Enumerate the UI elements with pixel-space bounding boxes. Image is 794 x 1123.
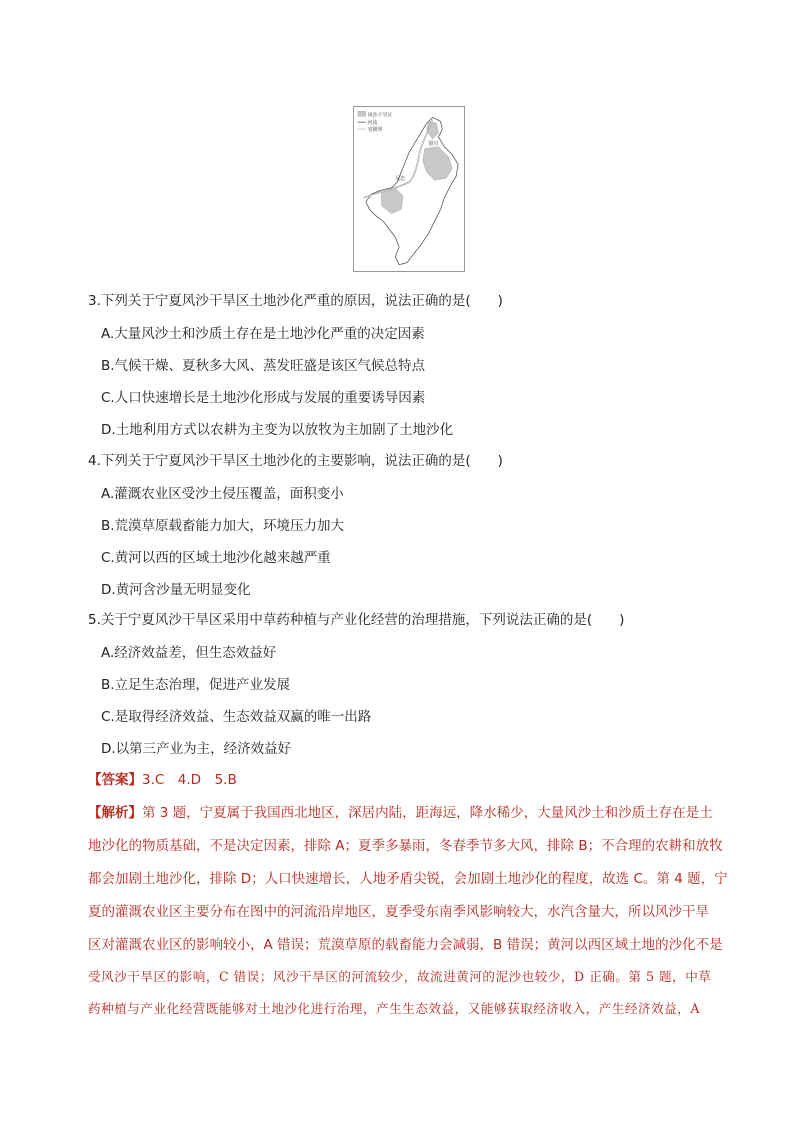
analysis-line-3: 都会加剧土地沙化，排除 D；人口快速增长，人地矛盾尖锐，会加剧土地沙化的程度，故选 C。第 4 题，宁 <box>88 871 728 887</box>
label-wuzhong: 吴忠 <box>395 176 406 183</box>
ningxia-map <box>354 107 464 271</box>
question-4-option-b: B.荒漠草原载畜能力加大，环境压力加大 <box>101 518 345 534</box>
province-outline <box>366 117 458 264</box>
question-4-option-d: D.黄河含沙量无明显变化 <box>101 582 251 598</box>
analysis-line-1 <box>88 803 722 823</box>
question-5-option-b: B.立足生态治理，促进产业发展 <box>101 677 291 693</box>
question-3-option-b: B.气候干燥、夏秋多大风、蒸发旺盛是该区气候总特点 <box>101 358 426 374</box>
analysis-line-5: 区对灌溉农业区的影响较小，A 错误；荒漠草原的载畜能力会减弱，B 错误；黄河以西区域土地的沙化不是 <box>88 937 723 953</box>
analysis-line-2: 地沙化的物质基础，不是决定因素，排除 A；夏季多暴雨，冬春季节多大风，排除 B；不合理的农耕和放牧 <box>88 838 723 854</box>
question-4-stem: 4.下列关于宁夏风沙干旱区土地沙化的主要影响，说法正确的是( ) <box>88 453 503 469</box>
question-5-option-c: C.是取得经济效益、生态效益双赢的唯一出路 <box>101 709 372 725</box>
legend-border: 省级界 <box>367 127 383 134</box>
question-3-option-d: D.土地利用方式以农耕为主变为以放牧为主加剧了土地沙化 <box>101 422 454 438</box>
label-yinchuan: 银川 <box>428 140 439 147</box>
question-3-option-a: A.大量风沙土和沙质土存在是土地沙化严重的决定因素 <box>101 326 425 342</box>
analysis-line-6: 受风沙干旱区的影响，C 错误；风沙干旱区的河流较少，故流进黄河的泥沙也较少，D 正确。第 5 题，中草 <box>88 969 712 984</box>
analysis-line-7: 药种植与产业化经营既能够对土地沙化进行治理，产生生态效益，又能够获取经济收入，产生经济效益，A <box>88 1001 700 1016</box>
analysis-line-4: 夏的灌溉农业区主要分布在图中的河流沿岸地区，夏季受东南季风影响较大，水汽含量大，所以风沙干旱 <box>88 904 709 920</box>
question-3-stem: 3.下列关于宁夏风沙干旱区土地沙化严重的原因，说法正确的是( ) <box>88 293 503 309</box>
answer-tag: 【答案】 <box>88 772 142 788</box>
question-5-option-d: D.以第三产业为主，经济效益好 <box>101 741 292 757</box>
question-4-option-a: A.灌溉农业区受沙土侵压覆盖，面积变小 <box>101 486 344 502</box>
answer-line <box>88 770 237 790</box>
map-figure <box>353 106 465 272</box>
legend-arid: 风沙干旱区 <box>367 112 393 119</box>
question-5-option-a: A.经济效益差，但生态效益好 <box>101 645 277 661</box>
question-5-stem: 5.关于宁夏风沙干旱区采用中草药种植与产业化经营的治理措施，下列说法正确的是( ) <box>88 612 625 628</box>
analysis-tag: 【解析】 <box>88 805 142 821</box>
legend-river: 河流 <box>367 120 378 127</box>
analysis-text-1: 第 3 题，宁夏属于我国西北地区，深居内陆，距海远，降水稀少，大量风沙土和沙质土存在是土 <box>142 805 713 821</box>
answer-text: 3.C 4.D 5.B <box>142 772 237 788</box>
question-4-option-c: C.黄河以西的区域土地沙化越来越严重 <box>101 550 331 566</box>
question-3-option-c: C.人口快速增长是土地沙化形成与发展的重要诱导因素 <box>101 390 426 406</box>
